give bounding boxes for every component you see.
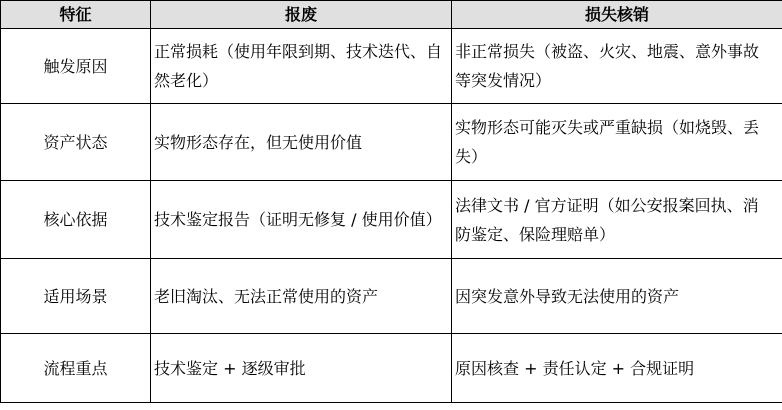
table-row-asset-state [1, 104, 782, 181]
scrap-cell: 实物形态存在，但无使用价值 [151, 104, 452, 181]
table-row-process-focus [1, 334, 782, 403]
writeoff-cell: 原因核查 + 责任认定 + 合规证明 [452, 334, 782, 403]
table-row-applicable-scenario [1, 259, 782, 334]
writeoff-cell: 实物形态可能灭失或严重缺损（如烧毁、丢失） [452, 104, 782, 181]
scrap-cell: 技术鉴定 + 逐级审批 [151, 334, 452, 403]
writeoff-cell: 法律文书 / 官方证明（如公安报案回执、消防鉴定、保险理赔单） [452, 181, 782, 259]
writeoff-cell: 因突发意外导致无法使用的资产 [452, 259, 782, 334]
scrap-cell: 技术鉴定报告（证明无修复 / 使用价值） [151, 181, 452, 259]
col-header-feature: 特征 [1, 1, 151, 29]
scrap-cell: 正常损耗（使用年限到期、技术迭代、自然老化） [151, 29, 452, 104]
feature-cell: 核心依据 [1, 181, 151, 259]
col-header-scrap: 报废 [151, 1, 452, 29]
feature-cell: 适用场景 [1, 259, 151, 334]
header-row [1, 1, 782, 29]
writeoff-cell: 非正常损失（被盗、火灾、地震、意外事故等突发情况） [452, 29, 782, 104]
table-row-core-basis [1, 181, 782, 259]
scrap-cell: 老旧淘汰、无法正常使用的资产 [151, 259, 452, 334]
feature-cell: 资产状态 [1, 104, 151, 181]
col-header-writeoff: 损失核销 [452, 1, 782, 29]
table-row-trigger-cause [1, 29, 782, 104]
feature-cell: 触发原因 [1, 29, 151, 104]
feature-cell: 流程重点 [1, 334, 151, 403]
